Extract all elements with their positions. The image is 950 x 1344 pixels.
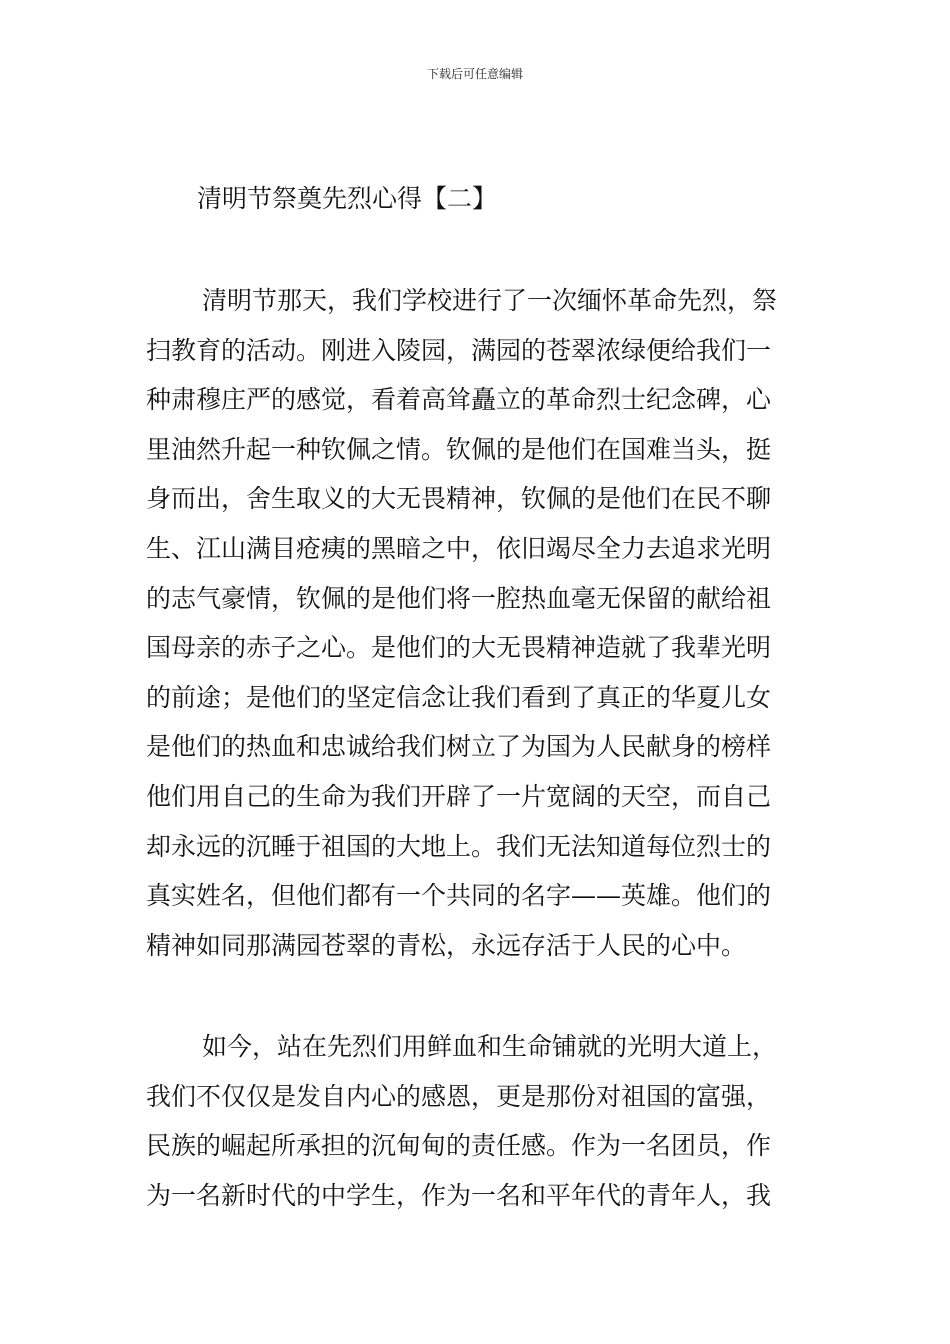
paragraph-line: 是他们的热血和忠诚给我们树立了为国为人民献身的榜样 (146, 732, 772, 762)
header-note: 下载后可任意编辑 (426, 67, 523, 81)
paragraph-line: 却永远的沉睡于祖国的大地上。我们无法知道每位烈士的 (146, 831, 772, 861)
paragraph-line: 民族的崛起所承担的沉甸甸的责任感。作为一名团员，作 (146, 1131, 772, 1161)
paragraph-line: 清明节那天，我们学校进行了一次缅怀革命先烈，祭 (202, 286, 778, 315)
paragraph-2 (146, 1022, 777, 1220)
paragraph-1 (146, 276, 777, 970)
paragraph-line: 身而出，舍生取义的大无畏精神，钦佩的是他们在民不聊 (146, 484, 772, 514)
paragraph-line: 如今，站在先烈们用鲜血和生命铺就的光明大道上， (202, 1032, 778, 1061)
document-title: 清明节祭奠先烈心得【二】 (197, 184, 498, 213)
paragraph-line: 的前途；是他们的坚定信念让我们看到了真正的华夏儿女 (146, 682, 772, 712)
paragraph-line: 里油然升起一种钦佩之情。钦佩的是他们在国难当头，挺 (146, 434, 772, 464)
paragraph-line: 精神如同那满园苍翠的青松，永远存活于人民的心中。 (146, 930, 747, 960)
paragraph-line: 国母亲的赤子之心。是他们的大无畏精神造就了我辈光明 (146, 633, 772, 663)
paragraph-line: 他们用自己的生命为我们开辟了一片宽阔的天空，而自己 (146, 781, 772, 811)
paragraph-line: 为一名新时代的中学生，作为一名和平年代的青年人，我 (146, 1180, 772, 1210)
paragraph-line: 的志气豪情，钦佩的是他们将一腔热血毫无保留的献给祖 (146, 583, 772, 613)
paragraph-line: 生、江山满目疮痍的黑暗之中，依旧竭尽全力去追求光明 (146, 533, 772, 563)
paragraph-line: 真实姓名，但他们都有一个共同的名字——英雄。他们的 (146, 881, 772, 911)
paragraph-line: 扫教育的活动。刚进入陵园，满园的苍翠浓绿便给我们一 (146, 335, 772, 365)
paragraph-line: 种肃穆庄严的感觉，看着高耸矗立的革命烈士纪念碑，心 (146, 385, 772, 415)
paragraph-line: 我们不仅仅是发自内心的感恩，更是那份对祖国的富强， (146, 1081, 772, 1111)
